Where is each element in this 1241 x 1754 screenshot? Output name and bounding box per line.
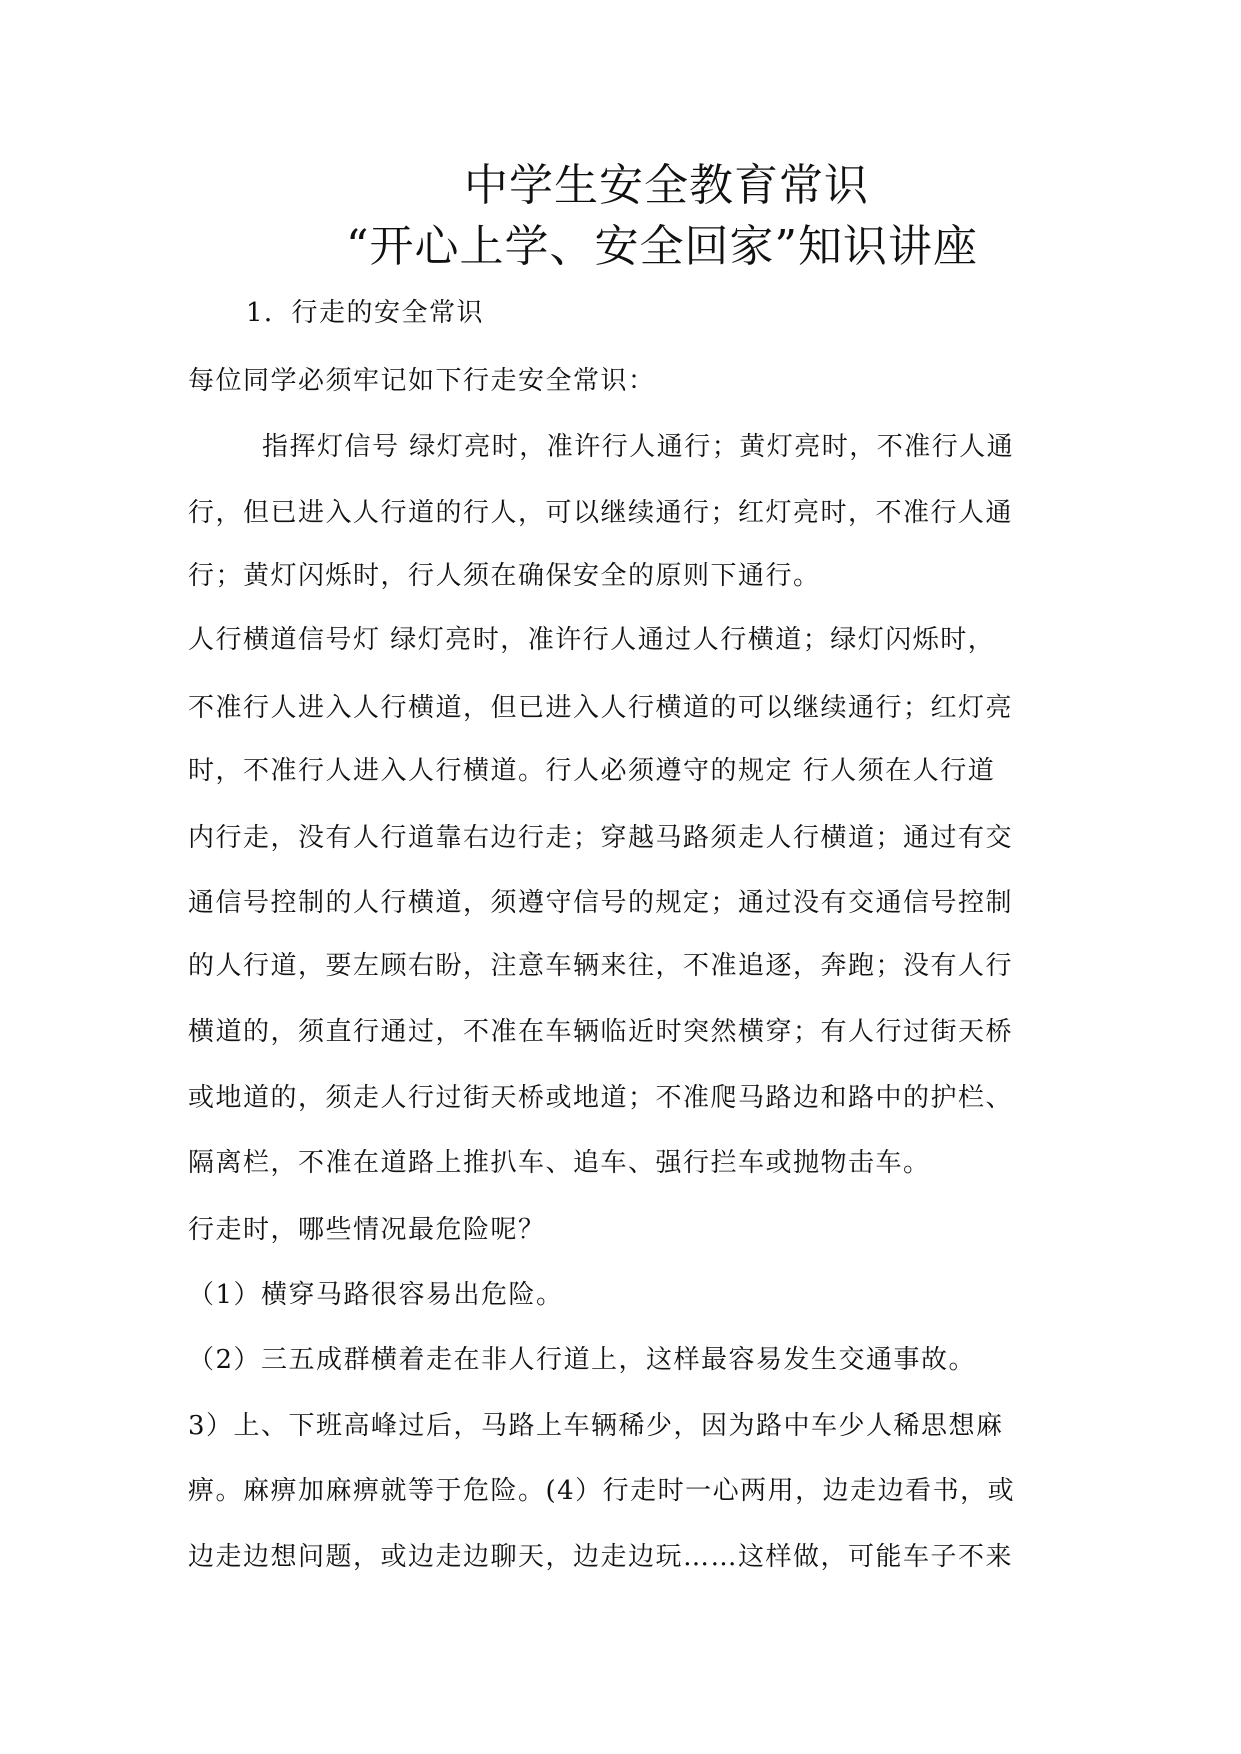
list-item: （2）三五成群横着走在非人行道上，这样最容易发生交通事故。 xyxy=(188,1345,977,1375)
body-line: 人行横道信号灯 绿灯亮时，准许行人通过人行横道；绿灯闪烁时， xyxy=(188,625,996,655)
list-item: 3）上、下班高峰过后，马路上车辆稀少，因为路中车少人稀思想麻 xyxy=(188,1411,1004,1441)
body-line: 时，不准行人进入人行横道。行人必须遵守的规定 行人须在人行道 xyxy=(188,756,996,786)
body-line: 或地道的，须走人行过街天桥或地道；不准爬马路边和路中的护栏、 xyxy=(188,1083,1014,1113)
body-line: 每位同学必须牢记如下行走安全常识： xyxy=(188,366,656,396)
document-title: 中学生安全教育常识 xyxy=(464,160,869,211)
body-line: 行，但已进入人行道的行人，可以继续通行；红灯亮时，不准行人通 xyxy=(188,498,1014,528)
body-line: 指挥灯信号 绿灯亮时，准许行人通行；黄灯亮时，不准行人通 xyxy=(262,432,1015,462)
body-line: 不准行人进入人行横道，但已进入人行横道的可以继续通行；红灯亮 xyxy=(188,693,1014,723)
body-line: 边走边想问题，或边走边聊天，边走边玩……这样做，可能车子不来 xyxy=(188,1542,1014,1572)
question-line: 行走时，哪些情况最危险呢？ xyxy=(188,1215,546,1245)
list-item: （1）横穿马路很容易出危险。 xyxy=(188,1280,564,1310)
body-line: 行；黄灯闪烁时，行人须在确保安全的原则下通行。 xyxy=(188,561,821,591)
body-line: 隔离栏，不准在道路上推扒车、追车、强行拦车或抛物击车。 xyxy=(188,1148,931,1178)
section-heading: 1．行走的安全常识 xyxy=(246,298,485,328)
body-line: 横道的，须直行通过，不准在车辆临近时突然横穿；有人行过街天桥 xyxy=(188,1017,1014,1047)
body-line: 通信号控制的人行横道，须遵守信号的规定；通过没有交通信号控制 xyxy=(188,888,1014,918)
body-line: 的人行道，要左顾右盼，注意车辆来往，不准追逐，奔跑；没有人行 xyxy=(188,951,1014,981)
body-line: 痹。麻痹加麻痹就等于危险。(4）行走时一心两用，边走边看书，或 xyxy=(188,1476,1016,1506)
body-line: 内行走，没有人行道靠右边行走；穿越马路须走人行横道；通过有交 xyxy=(188,823,1014,853)
document-subtitle: “开心上学、安全回家”知识讲座 xyxy=(346,221,978,272)
